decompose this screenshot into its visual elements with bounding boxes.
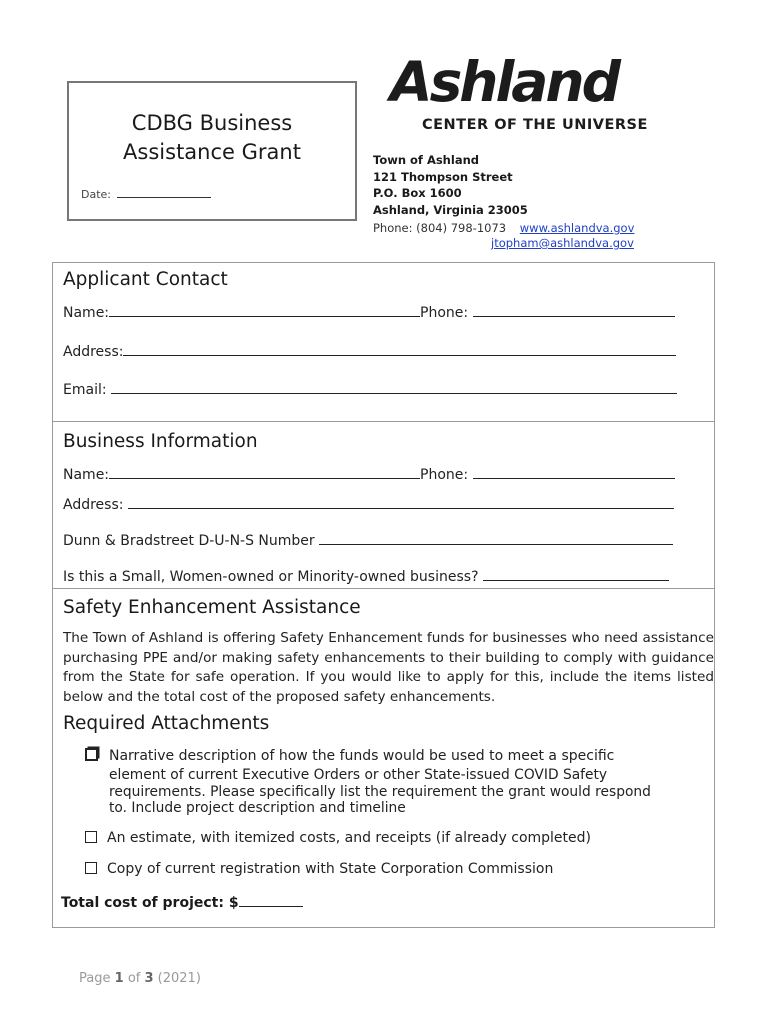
footer-year: (2021) <box>157 971 201 986</box>
applicant-address-row <box>63 342 676 360</box>
business-address-input[interactable] <box>128 495 674 509</box>
applicant-name-input[interactable] <box>109 303 420 317</box>
business-phone-input[interactable] <box>473 465 675 479</box>
section-divider <box>53 421 714 422</box>
application-form <box>52 262 715 928</box>
business-name-input[interactable] <box>109 465 420 479</box>
safety-heading: Safety Enhancement Assistance <box>63 597 361 618</box>
business-address-row <box>63 495 674 513</box>
checkbox-icon[interactable] <box>85 831 97 843</box>
duns-input[interactable] <box>319 531 673 545</box>
footer-page-total: 3 <box>144 971 154 986</box>
footer-page-word: Page <box>79 971 111 986</box>
attachment-item-1-text <box>109 748 669 817</box>
duns-label: Dunn & Bradstreet D-U-N-S Number <box>63 533 315 549</box>
address-po-box: P.O. Box 1600 <box>373 186 462 200</box>
small-business-input[interactable] <box>483 567 669 581</box>
attachment-item-1 <box>85 748 108 765</box>
attachment-item-2-label: An estimate, with itemized costs, and receipts (if already completed) <box>107 830 591 846</box>
applicant-email-input[interactable] <box>111 380 677 394</box>
date-input-line[interactable] <box>117 188 211 198</box>
total-cost-row <box>61 894 303 911</box>
applicant-address-label: Address: <box>63 344 124 360</box>
title-line-2: Assistance Grant <box>123 140 301 164</box>
applicant-phone-input[interactable] <box>473 303 675 317</box>
total-cost-label: Total cost of project: $ <box>61 895 239 911</box>
website-link[interactable]: www.ashlandva.gov <box>519 221 635 235</box>
address-street: 121 Thompson Street <box>373 169 513 184</box>
applicant-email-label: Email: <box>63 382 107 398</box>
attachment-item-3 <box>85 861 553 878</box>
safety-paragraph: The Town of Ashland is offering Safety Enhancement funds for businesses who need assistance purchasing PPE and/or making safety enhancements to their building to comply with guidance from the State for safe operation. If you would like to apply for this, include the items listed below and the total cost of the proposed safety enhancements. <box>63 630 714 705</box>
title-line-1: CDBG Business <box>131 111 293 135</box>
address-city: Ashland, Virginia 23005 <box>373 202 528 217</box>
logo-wordmark: Ashland <box>390 50 618 114</box>
footer-page-num: 1 <box>114 971 124 986</box>
checkbox-icon[interactable] <box>85 862 97 874</box>
business-phone-label: Phone: <box>420 467 469 483</box>
town-address <box>373 152 528 218</box>
business-name-label: Name: <box>63 467 110 483</box>
duns-row <box>63 531 673 549</box>
form-title <box>69 109 355 167</box>
email-link[interactable]: jtopham@ashlandva.gov <box>491 236 634 250</box>
title-box <box>67 81 357 221</box>
total-cost-input[interactable] <box>239 894 303 907</box>
small-business-label: Is this a Small, Women-owned or Minority-owned business? <box>63 569 479 585</box>
address-org: Town of Ashland <box>373 153 479 167</box>
section-divider <box>53 588 714 589</box>
small-business-row <box>63 567 669 585</box>
attachment-item-1-line1: Narrative description of how the funds would be used to meet a specific <box>109 748 615 764</box>
applicant-name-row <box>63 303 675 321</box>
phone-row <box>373 221 634 235</box>
footer-of-word: of <box>127 971 141 986</box>
applicant-email-row <box>63 380 677 398</box>
business-info-heading: Business Information <box>63 431 258 452</box>
date-label: Date: <box>81 188 111 201</box>
attachment-item-3-label: Copy of current registration with State Corporation Commission <box>107 861 554 877</box>
attachments-heading: Required Attachments <box>63 713 270 734</box>
logo-tagline: CENTER OF THE UNIVERSE <box>422 117 648 133</box>
applicant-address-input[interactable] <box>123 342 676 356</box>
ashland-logo <box>384 50 664 136</box>
page-footer <box>79 971 201 986</box>
business-address-label: Address: <box>63 497 124 513</box>
applicant-contact-heading: Applicant Contact <box>63 269 228 290</box>
town-phone: Phone: (804) 798-1073 <box>373 221 507 235</box>
date-field <box>81 188 211 201</box>
attachment-item-2 <box>85 830 591 847</box>
applicant-name-label: Name: <box>63 305 110 321</box>
attachment-item-1-rest: element of current Executive Orders or other State-issued COVID Safety requirements. Please specifically list the requirement the grant would respond to. Include project description and timeline <box>109 767 651 816</box>
applicant-phone-label: Phone: <box>420 305 469 321</box>
checkbox-icon[interactable] <box>85 748 98 761</box>
business-name-row <box>63 465 675 483</box>
